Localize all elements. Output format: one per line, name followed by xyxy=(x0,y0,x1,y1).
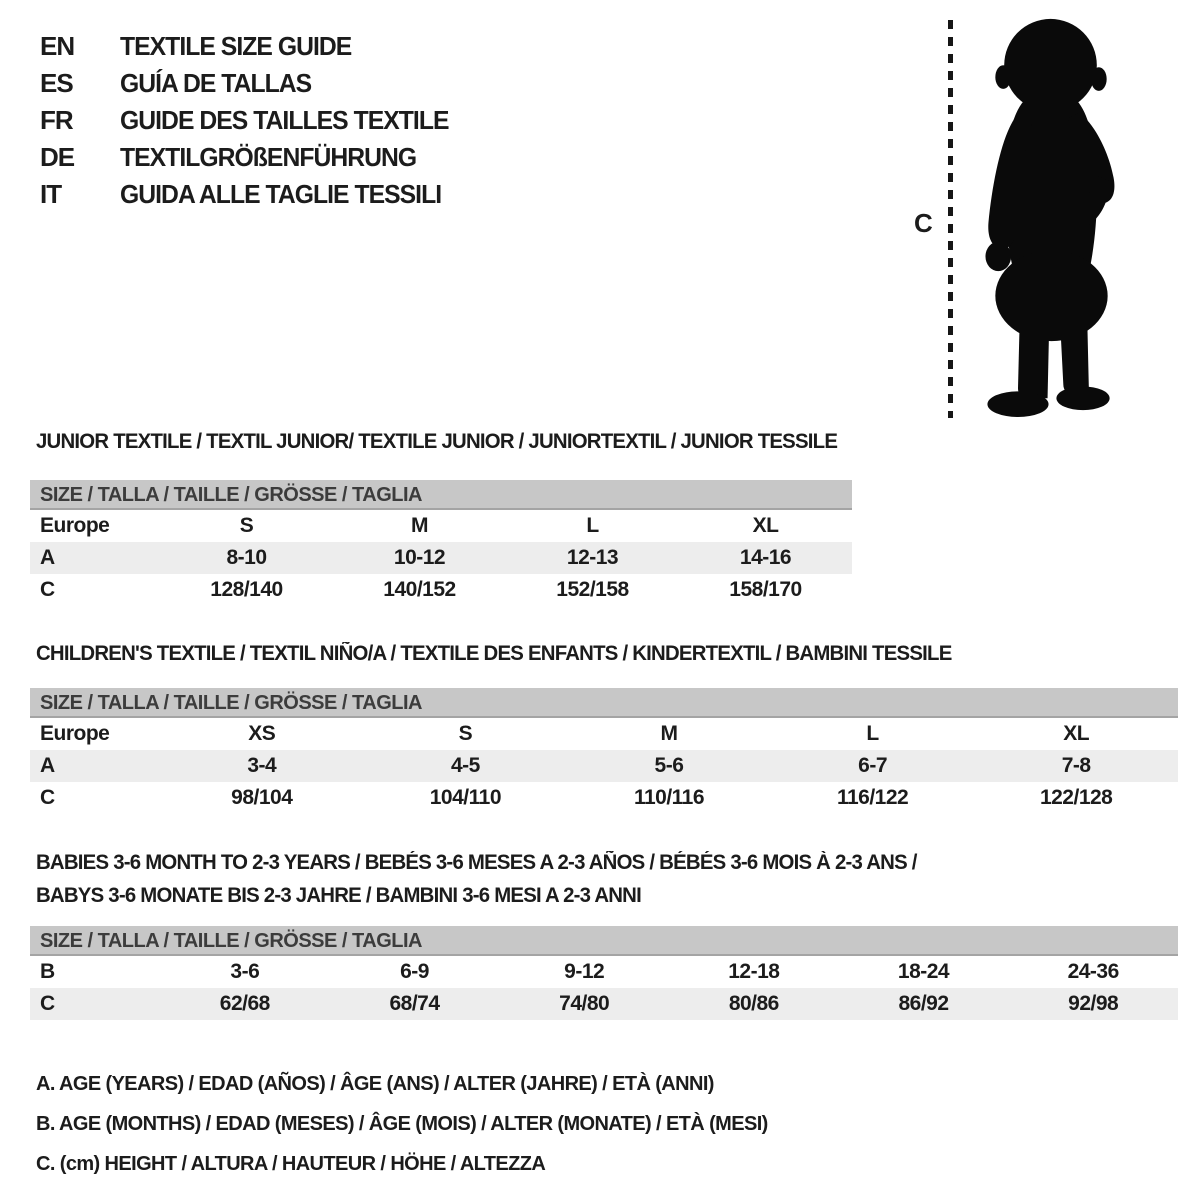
legend-line-age-years: A. AGE (YEARS) / EDAD (AÑOS) / ÂGE (ANS) / ALTER (JAHRE) / ETÀ (ANNI) xyxy=(36,1073,714,1095)
value-cell: 3-4 xyxy=(247,754,277,777)
language-code: EN xyxy=(40,31,75,61)
value-cell: 14-16 xyxy=(739,546,792,569)
value-cell: 18-24 xyxy=(897,960,950,983)
value-cell: 7-8 xyxy=(1061,754,1091,777)
babies-section-title xyxy=(36,846,917,912)
legend-line-age-months: B. AGE (MONTHS) / EDAD (MESES) / ÂGE (MOIS) / ALTER (MONATE) / ETÀ (MESI) xyxy=(36,1113,768,1135)
value-cell: 152/158 xyxy=(556,578,629,601)
value-cell: 128/140 xyxy=(210,578,283,601)
column-header-cell: M xyxy=(660,722,678,745)
language-code: ES xyxy=(40,68,73,98)
row-label-cell: C xyxy=(40,786,55,809)
row-label-cell: A xyxy=(40,546,55,569)
column-header-cell: XL xyxy=(752,514,779,537)
value-cell: 8-10 xyxy=(226,546,267,569)
value-cell: 92/98 xyxy=(1068,992,1119,1015)
value-cell: 4-5 xyxy=(450,754,480,777)
value-cell: 24-36 xyxy=(1067,960,1119,983)
toddler-silhouette-icon xyxy=(962,14,1140,418)
babies-title-line1: BABIES 3-6 MONTH TO 2-3 YEARS / BEBÉS 3-6 MESES A 2-3 AÑOS / BÉBÉS 3-6 MOIS À 2-3 ANS / xyxy=(36,851,917,874)
value-cell: 140/152 xyxy=(383,578,456,601)
row-label-cell: B xyxy=(40,960,55,983)
value-cell: 5-6 xyxy=(654,754,684,777)
value-cell: 104/110 xyxy=(429,786,502,809)
column-header-cell: L xyxy=(866,722,879,745)
value-cell: 80/86 xyxy=(728,992,779,1015)
value-cell: 62/68 xyxy=(219,992,270,1015)
language-title: GUIDE DES TAILLES TEXTILE xyxy=(120,105,449,135)
legend-line-height: C. (cm) HEIGHT / ALTURA / HAUTEUR / HÖHE / ALTEZZA xyxy=(36,1153,546,1175)
size-header-bar: SIZE / TALLA / TAILLE / GRÖSSE / TAGLIA xyxy=(30,926,1178,956)
value-cell: 68/74 xyxy=(389,992,440,1015)
column-header-cell: XL xyxy=(1063,722,1090,745)
language-row xyxy=(40,176,466,213)
column-header-cell: M xyxy=(411,514,428,537)
language-code: FR xyxy=(40,105,73,135)
children-size-table xyxy=(30,688,1178,814)
language-row xyxy=(40,102,466,139)
language-row xyxy=(40,28,466,65)
language-title: TEXTILGRÖßENFÜHRUNG xyxy=(120,142,417,172)
table-row-age xyxy=(30,750,1178,782)
region-label-cell: Europe xyxy=(40,722,110,745)
value-cell: 158/170 xyxy=(729,578,802,601)
region-label-cell: Europe xyxy=(40,514,110,537)
table-header-row xyxy=(30,510,852,542)
height-measure-label: C xyxy=(914,208,933,238)
row-label-cell: A xyxy=(40,754,55,777)
size-header-bar: SIZE / TALLA / TAILLE / GRÖSSE / TAGLIA xyxy=(30,480,852,510)
table-row-height xyxy=(30,574,852,606)
value-cell: 6-7 xyxy=(858,754,887,777)
language-code: IT xyxy=(40,179,62,209)
junior-section-title: JUNIOR TEXTILE / TEXTIL JUNIOR/ TEXTILE JUNIOR / JUNIORTEXTIL / JUNIOR TESSILE xyxy=(36,430,838,453)
table-header-row xyxy=(30,718,1178,750)
value-cell: 12-13 xyxy=(566,546,619,569)
height-measure-line xyxy=(948,20,953,418)
value-cell: 3-6 xyxy=(230,960,260,983)
value-cell: 74/80 xyxy=(559,992,610,1015)
column-header-cell: L xyxy=(586,514,599,537)
language-code: DE xyxy=(40,142,75,172)
language-row xyxy=(40,65,466,102)
value-cell: 6-9 xyxy=(400,960,429,983)
table-row-months xyxy=(30,956,1178,988)
children-section-title: CHILDREN'S TEXTILE / TEXTIL NIÑO/A / TEXTILE DES ENFANTS / KINDERTEXTIL / BAMBINI TESSILE xyxy=(36,642,952,665)
language-title: GUIDA ALLE TAGLIE TESSILI xyxy=(120,179,442,209)
column-header-cell: XS xyxy=(248,722,276,745)
value-cell: 9-12 xyxy=(564,960,605,983)
table-row-height xyxy=(30,988,1178,1020)
language-list xyxy=(40,28,466,213)
size-header-bar: SIZE / TALLA / TAILLE / GRÖSSE / TAGLIA xyxy=(30,688,1178,718)
row-label-cell: C xyxy=(40,578,55,601)
babies-title-line2: BABYS 3-6 MONATE BIS 2-3 JAHRE / BAMBINI 3-6 MESI A 2-3 ANNI xyxy=(36,884,642,907)
value-cell: 12-18 xyxy=(728,960,780,983)
measurement-legend xyxy=(36,1064,768,1184)
column-header-cell: S xyxy=(458,722,473,745)
value-cell: 86/92 xyxy=(898,992,949,1015)
language-title: GUÍA DE TALLAS xyxy=(120,68,312,98)
value-cell: 122/128 xyxy=(1039,786,1113,809)
value-cell: 116/122 xyxy=(836,786,909,809)
babies-size-table xyxy=(30,926,1178,1020)
table-row-age xyxy=(30,542,852,574)
table-row-height xyxy=(30,782,1178,814)
column-header-cell: S xyxy=(239,514,254,537)
junior-size-table xyxy=(30,480,852,606)
value-cell: 10-12 xyxy=(393,546,446,569)
row-label-cell: C xyxy=(40,992,55,1015)
value-cell: 98/104 xyxy=(231,786,293,809)
value-cell: 110/116 xyxy=(633,786,705,809)
language-title: TEXTILE SIZE GUIDE xyxy=(120,31,352,61)
language-row xyxy=(40,139,466,176)
